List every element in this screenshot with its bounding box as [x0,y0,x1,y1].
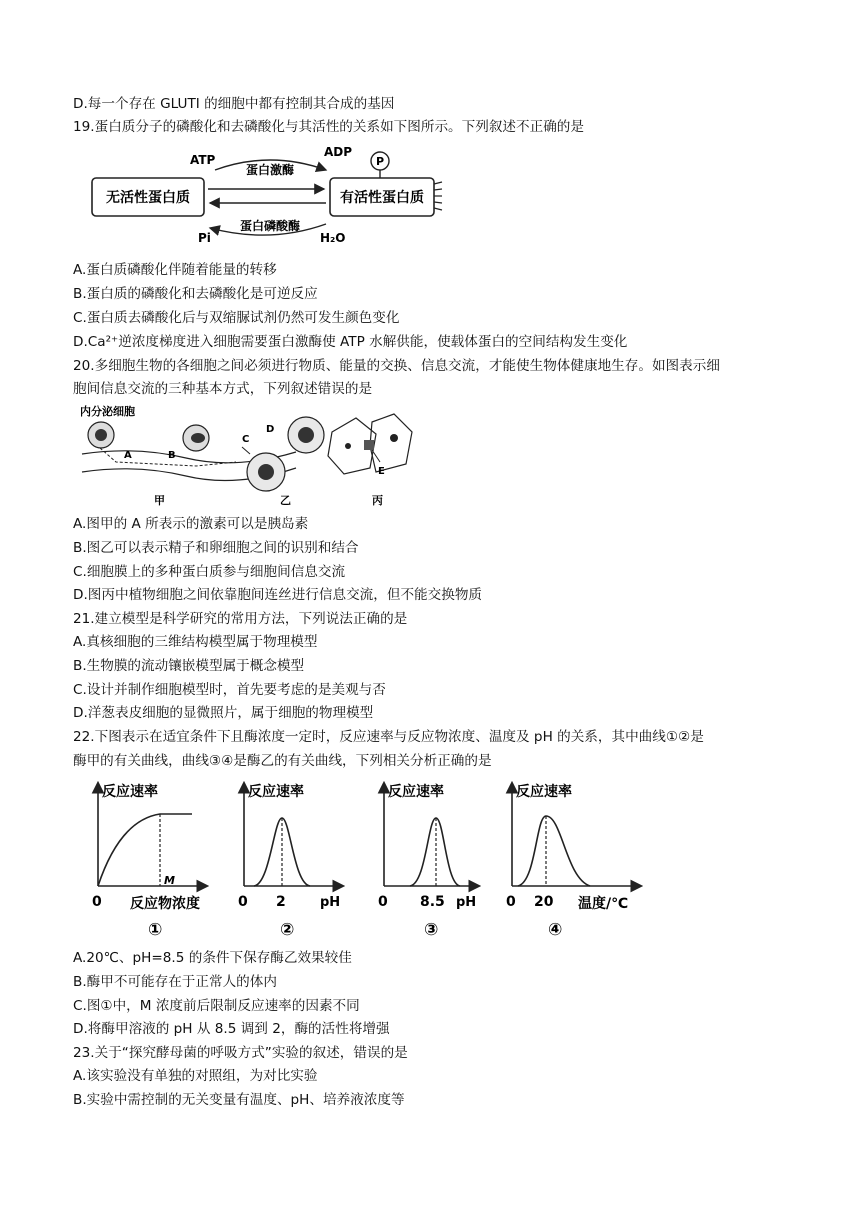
q21-option-b: B.生物膜的流动镶嵌模型属于概念模型 [73,658,305,674]
q19-option-b: B.蛋白质的磷酸化和去磷酸化是可逆反应 [73,286,318,302]
q23-option-b: B.实验中需控制的无关变量有温度、pH、培养液浓度等 [73,1092,405,1108]
q21-stem: 21.建立模型是科学研究的常用方法，下列说法正确的是 [73,611,408,627]
q19-option-d: D.Ca²⁺逆浓度梯度进入细胞需要蛋白激酶使 ATP 水解供能，使载体蛋白的空间结构发生变化 [73,334,628,350]
svg-text:温度/℃: 温度/℃ [578,896,629,912]
graph-2-ph-enzyme-a [238,783,342,940]
q21-option-a: A.真核细胞的三维结构模型属于物理模型 [73,634,318,650]
adp-label: ADP [324,145,353,159]
q22-stem-2: 酶甲的有关曲线，曲线③④是酶乙的有关曲线，下列相关分析正确的是 [73,753,492,769]
svg-text:③: ③ [424,920,439,940]
svg-text:P: P [375,155,385,168]
q20-option-b: B.图乙可以表示精子和卵细胞之间的识别和结合 [73,540,359,556]
svg-text:反应速率: 反应速率 [516,784,572,800]
graph-1-substrate-concentration [92,783,206,940]
svg-text:pH: pH [320,895,341,910]
q20-option-c: C.细胞膜上的多种蛋白质参与细胞间信息交流 [73,564,346,580]
svg-text:0: 0 [238,894,248,910]
endocrine-cell-label: 内分泌细胞 [80,405,135,418]
svg-text:pH: pH [456,895,477,910]
svg-text:②: ② [280,920,295,940]
graph-4-temperature-enzyme-b [506,783,640,940]
q22-stem-1: 22.下图表示在适宜条件下且酶浓度一定时，反应速率与反应物浓度、温度及 pH 的关系，其中曲线①②是 [73,729,704,745]
h2o-label: H₂O [320,231,346,245]
phosphatase-label: 蛋白磷酸酶 [239,219,301,233]
svg-text:D: D [266,424,275,435]
panel-jia-label: 甲 [154,494,165,507]
q20-cell-communication-diagram [76,402,426,508]
q19-option-a: A.蛋白质磷酸化伴随着能量的转移 [73,262,277,278]
q19-option-c: C.蛋白质去磷酸化后与双缩脲试剂仍然可发生颜色变化 [73,310,400,326]
q20-option-a: A.图甲的 A 所表示的激素可以是胰岛素 [73,516,309,532]
svg-text:E: E [378,466,385,477]
q22-option-b: B.酶甲不可能存在于正常人的体内 [73,974,277,990]
panel-yi-label: 乙 [280,494,291,507]
panel-bing-label: 丙 [372,494,383,507]
q19-stem: 19.蛋白质分子的磷酸化和去磷酸化与其活性的关系如下图所示。下列叙述不正确的是 [73,119,584,135]
graph-3-ph-enzyme-b [378,783,478,940]
q22-option-d: D.将酶甲溶液的 pH 从 8.5 调到 2，酶的活性将增强 [73,1021,390,1037]
svg-text:反应速率: 反应速率 [248,784,304,800]
q22-enzyme-graphs [80,778,660,944]
kinase-label: 蛋白激酶 [245,163,295,177]
q20-option-d: D.图丙中植物细胞之间依靠胞间连丝进行信息交流，但不能交换物质 [73,587,483,603]
q21-option-c: C.设计并制作细胞模型时，首先要考虑的是美观与否 [73,682,386,698]
q22-option-a: A.20℃、pH=8.5 的条件下保存酶乙效果较佳 [73,950,352,966]
svg-text:A: A [124,450,132,461]
svg-text:2: 2 [276,894,286,910]
atp-label: ATP [190,153,216,167]
q20-stem-2: 胞间信息交流的三种基本方式，下列叙述错误的是 [73,381,373,397]
svg-text:反应速率: 反应速率 [388,784,444,800]
q20-stem-1: 20.多细胞生物的各细胞之间必须进行物质、能量的交换、信息交流，才能使生物体健康地生存。如图表示细 [73,358,720,374]
q21-option-d: D.洋葱表皮细胞的显微照片，属于细胞的物理模型 [73,705,374,721]
svg-text:①: ① [148,920,163,940]
svg-text:0: 0 [506,894,516,910]
q18-option-d: D.每一个存在 GLUTI 的细胞中都有控制其合成的基因 [73,96,395,112]
svg-text:M: M [164,874,175,887]
q23-stem: 23.关于“探究酵母菌的呼吸方式”实验的叙述，错误的是 [73,1045,408,1061]
svg-text:C: C [242,434,250,445]
svg-text:0: 0 [92,894,102,910]
svg-text:B: B [168,450,176,461]
q22-option-c: C.图①中，M 浓度前后限制反应速率的因素不同 [73,998,360,1014]
svg-text:20: 20 [534,894,554,910]
active-protein-label: 有活性蛋白质 [340,190,424,206]
inactive-protein-label: 无活性蛋白质 [106,190,190,206]
svg-text:反应物浓度: 反应物浓度 [130,896,200,912]
q19-phosphorylation-diagram [80,144,450,248]
q23-option-a: A.该实验没有单独的对照组，为对比实验 [73,1068,318,1084]
membrane-ticks [434,182,442,210]
svg-text:④: ④ [548,920,563,940]
svg-text:0: 0 [378,894,388,910]
svg-text:反应速率: 反应速率 [102,784,158,800]
pi-label: Pi [198,231,211,245]
svg-text:8.5: 8.5 [420,894,445,910]
